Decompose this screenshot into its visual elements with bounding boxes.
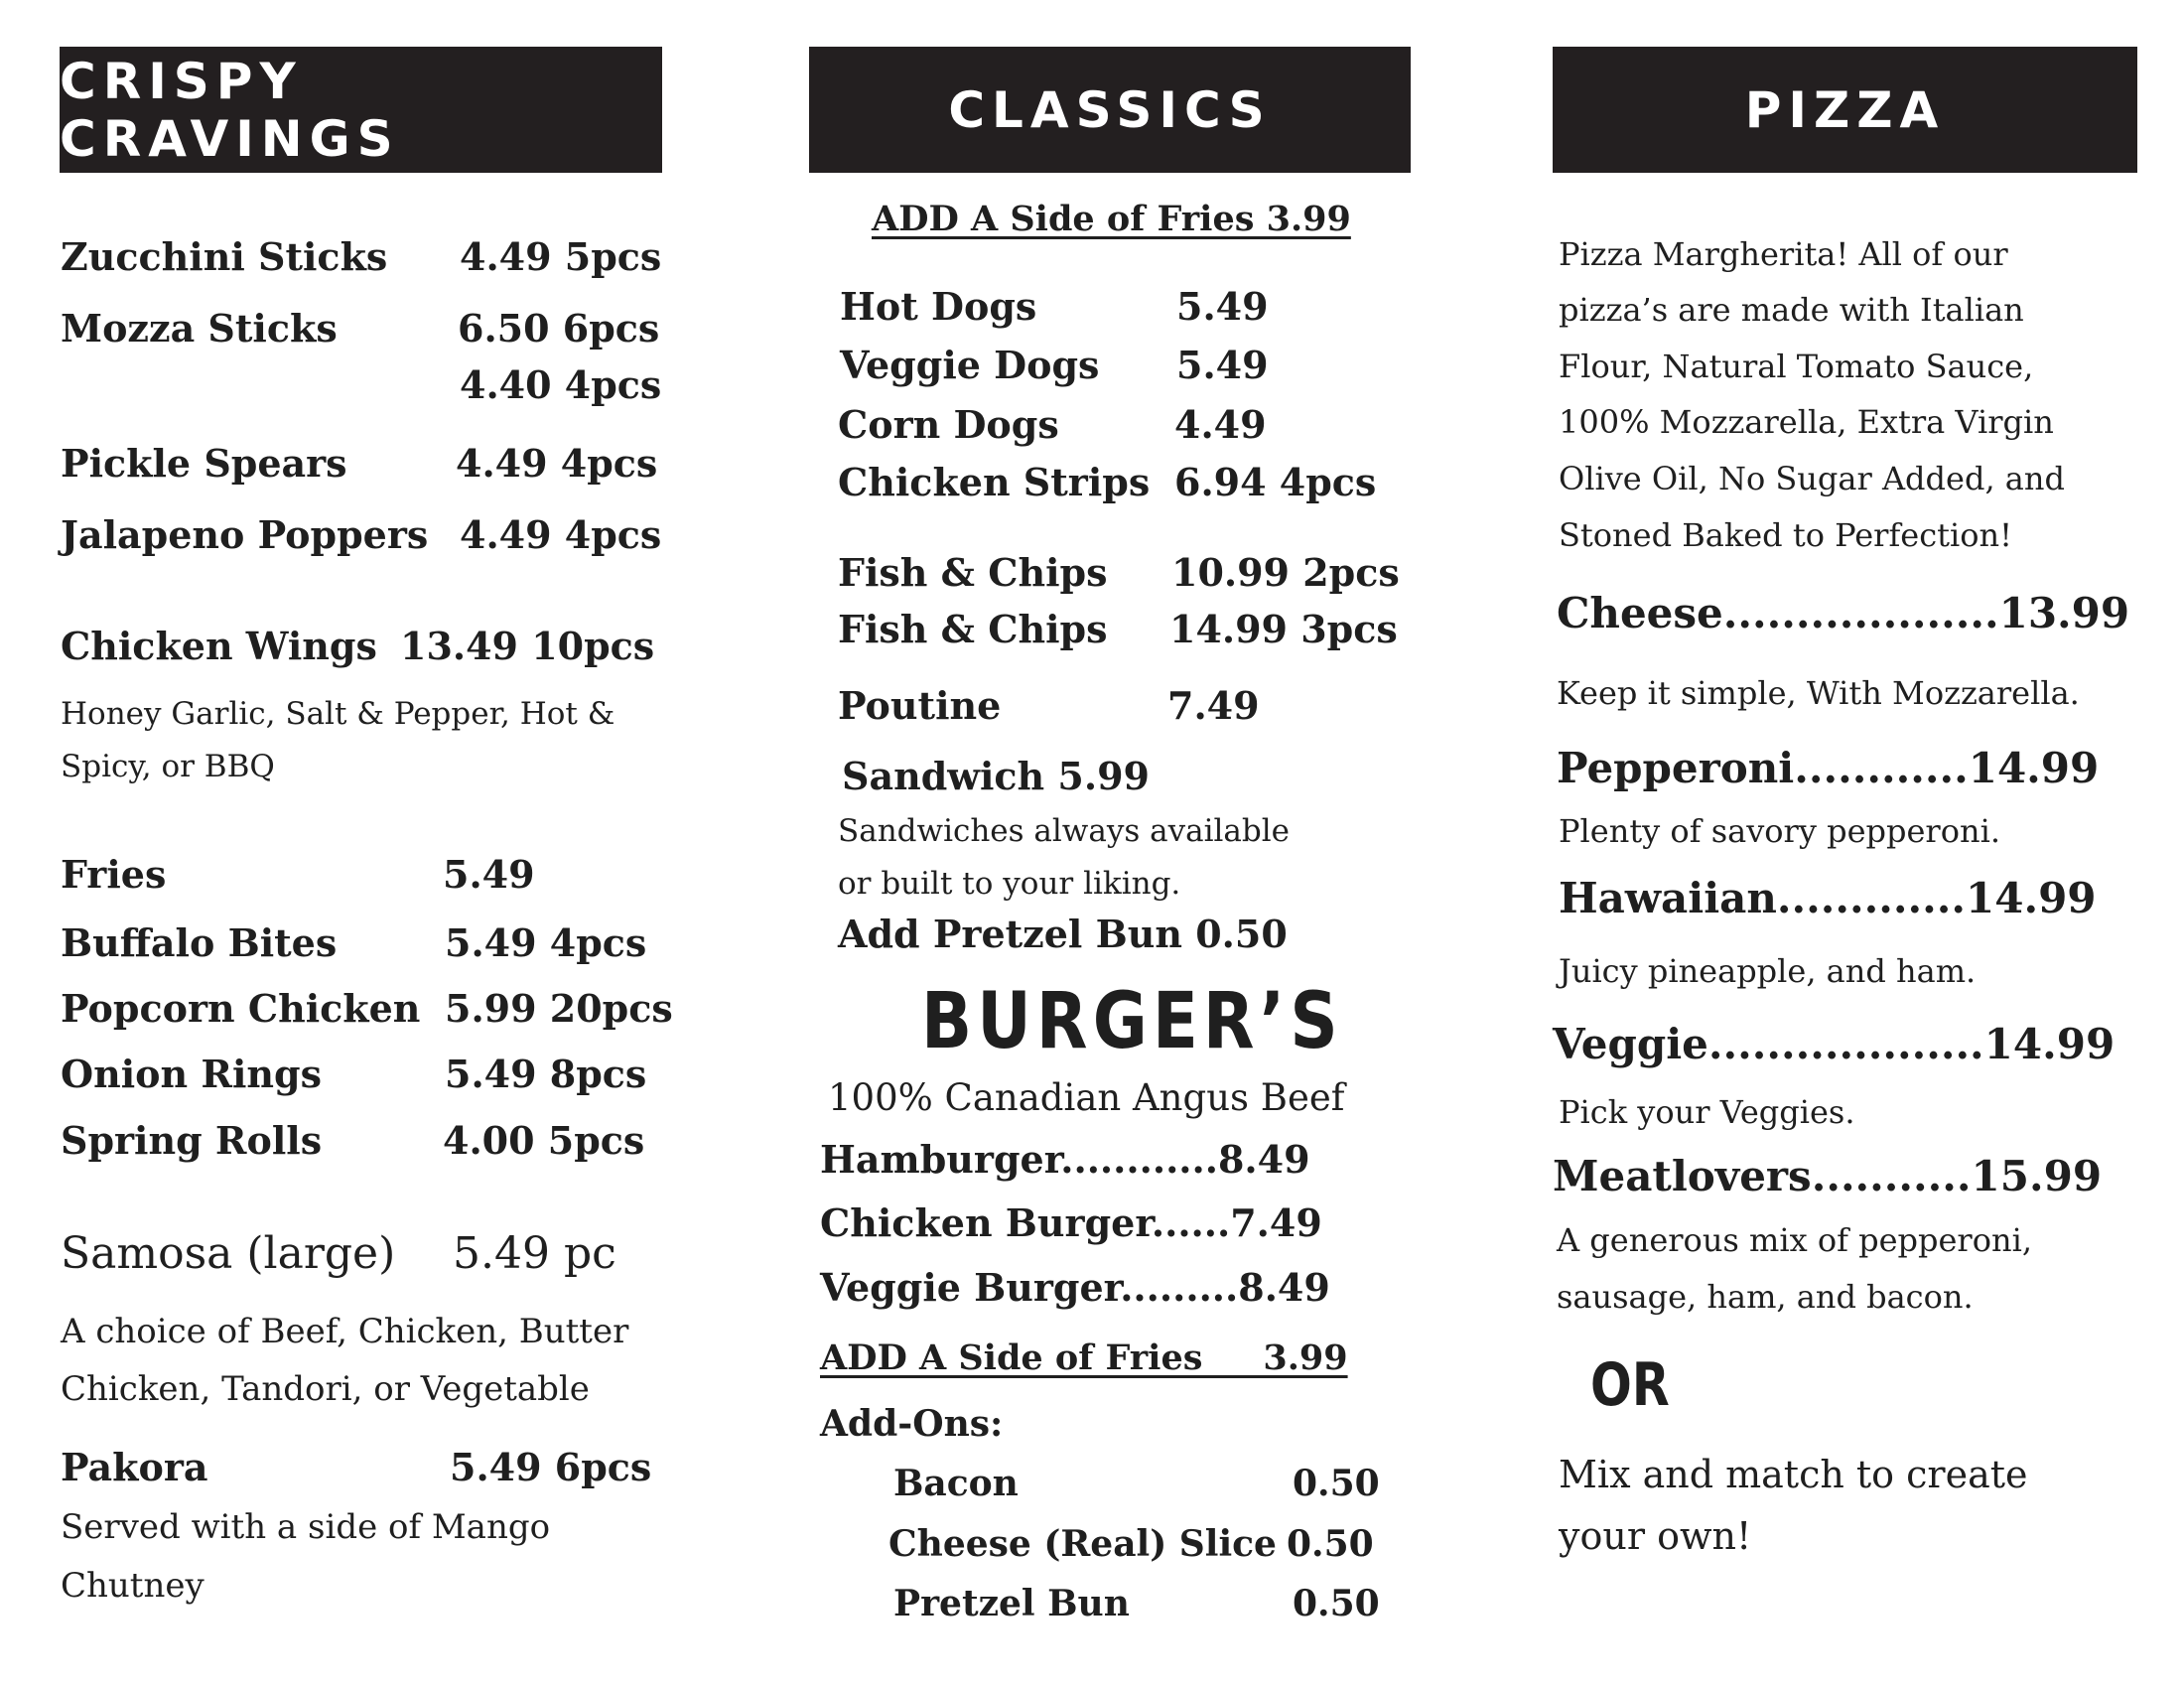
pizza-description: Keep it simple, With Mozzarella.	[1557, 674, 2080, 712]
addon-name: Pretzel Bun	[893, 1583, 1130, 1624]
item-name: Jalapeno Poppers	[61, 512, 429, 557]
item-name: Fish & Chips	[838, 607, 1108, 651]
pizza-intro-line: 100% Mozzarella, Extra Virgin	[1559, 403, 2054, 441]
item-name: Fish & Chips	[838, 550, 1108, 595]
addon-name: Bacon	[893, 1463, 1019, 1504]
pizza-intro-line: Olive Oil, No Sugar Added, and	[1559, 460, 2065, 497]
pizza-header	[1553, 47, 2137, 173]
item-price: 5.49 6pcs	[450, 1445, 652, 1489]
item-name: Chicken Strips	[838, 460, 1151, 504]
pizza-item: Pepperoni............14.99	[1557, 744, 2100, 792]
item-name: Mozza Sticks	[61, 306, 338, 351]
mix-match-line: your own!	[1559, 1514, 1752, 1558]
fries-side-note: ADD A Side of Fries 3.99	[872, 199, 1351, 239]
item-name: Corn Dogs	[838, 402, 1059, 447]
item-price: 4.49	[1174, 402, 1267, 447]
pizza-intro-line: pizza’s are made with Italian	[1559, 291, 2024, 329]
fries-side-note-burgers: ADD A Side of Fries 3.99	[820, 1337, 1348, 1378]
item-name: Buffalo Bites	[61, 920, 338, 965]
pizza-item: Meatlovers...........15.99	[1553, 1152, 2103, 1200]
addon-price: 0.50	[1287, 1523, 1374, 1565]
addon-price: 0.50	[1293, 1583, 1380, 1624]
item-price: 5.49	[1176, 284, 1269, 329]
item-price: 5.49	[1176, 343, 1269, 387]
item-name: Spring Rolls	[61, 1118, 323, 1163]
item-name: Onion Rings	[61, 1052, 322, 1096]
classics-title: CLASSICS	[948, 80, 1272, 139]
item-price: 5.49 8pcs	[445, 1052, 647, 1096]
item-name: Pakora	[61, 1445, 208, 1489]
pizza-description: A generous mix of pepperoni,	[1557, 1221, 2032, 1259]
item-description: A choice of Beef, Chicken, Butter	[61, 1312, 629, 1351]
pizza-intro-line: Pizza Margherita! All of our	[1559, 235, 2008, 273]
item-price: 7.49	[1167, 683, 1260, 728]
pizza-intro-line: Stoned Baked to Perfection!	[1559, 516, 2012, 554]
item-price: 4.40 4pcs	[460, 362, 662, 407]
pizza-description: sausage, ham, and bacon.	[1557, 1278, 1974, 1316]
item-price: 5.49	[443, 852, 535, 897]
item-name: Chicken Wings	[61, 624, 377, 668]
item-description: Spicy, or BBQ	[61, 749, 275, 784]
item-price: 4.49 5pcs	[460, 234, 662, 279]
item-price: 10.99 2pcs	[1171, 550, 1400, 595]
classics-header	[809, 47, 1411, 173]
item-name: Veggie Dogs	[840, 343, 1100, 387]
or-label: OR	[1590, 1350, 1670, 1420]
crispy-cravings-header	[60, 47, 662, 173]
item-price: 5.99 20pcs	[445, 986, 673, 1031]
pizza-title: PIZZA	[1744, 80, 1946, 139]
burger-item: Veggie Burger.........8.49	[820, 1265, 1330, 1310]
pizza-item: Veggie...................14.99	[1553, 1020, 2116, 1068]
item-name: Poutine	[838, 683, 1002, 728]
addons-title: Add-Ons:	[820, 1403, 1004, 1445]
item-price: 14.99 3pcs	[1169, 607, 1398, 651]
item-name: Popcorn Chicken	[61, 986, 421, 1031]
item-name: Sandwich 5.99	[842, 754, 1150, 798]
item-name: Hot Dogs	[840, 284, 1037, 329]
item-description: Sandwiches always available	[838, 813, 1290, 849]
item-price: 13.49 10pcs	[400, 624, 655, 668]
burgers-title: BURGER’S	[921, 977, 1343, 1066]
burger-item: Hamburger............8.49	[820, 1137, 1310, 1182]
item-price: 4.49 4pcs	[460, 512, 662, 557]
item-name: Pickle Spears	[61, 441, 347, 486]
item-price: 6.94 4pcs	[1174, 460, 1377, 504]
pizza-description: Plenty of savory pepperoni.	[1559, 812, 2000, 850]
item-price: 5.49 pc	[453, 1228, 616, 1279]
pizza-intro-line: Flour, Natural Tomato Sauce,	[1559, 348, 2034, 385]
item-description: or built to your liking.	[838, 866, 1181, 902]
addon-name: Cheese (Real) Slice	[888, 1523, 1277, 1565]
item-price: 6.50 6pcs	[458, 306, 660, 351]
burger-item: Chicken Burger......7.49	[820, 1200, 1322, 1245]
item-name: Samosa (large)	[61, 1228, 396, 1279]
addon-price: 0.50	[1293, 1463, 1380, 1504]
pizza-item: Cheese...................13.99	[1557, 589, 2130, 637]
pizza-description: Juicy pineapple, and ham.	[1559, 952, 1977, 990]
item-name: Zucchini Sticks	[61, 234, 388, 279]
pizza-description: Pick your Veggies.	[1559, 1093, 1855, 1131]
item-description: Served with a side of Mango	[61, 1507, 551, 1547]
item-name: Fries	[61, 852, 167, 897]
item-description: Honey Garlic, Salt & Pepper, Hot &	[61, 696, 615, 732]
burgers-subtitle: 100% Canadian Angus Beef	[828, 1076, 1345, 1119]
crispy-cravings-title: CRISPY CRAVINGS	[60, 52, 400, 168]
pizza-item: Hawaiian.............14.99	[1559, 874, 2097, 922]
mix-match-line: Mix and match to create	[1559, 1453, 2028, 1496]
item-price: 4.49 4pcs	[456, 441, 658, 486]
item-price: 5.49 4pcs	[445, 920, 647, 965]
item-description: Chicken, Tandori, or Vegetable	[61, 1369, 590, 1409]
pretzel-bun-addon: Add Pretzel Bun 0.50	[838, 912, 1288, 956]
item-description: Chutney	[61, 1566, 205, 1606]
item-price: 4.00 5pcs	[443, 1118, 645, 1163]
